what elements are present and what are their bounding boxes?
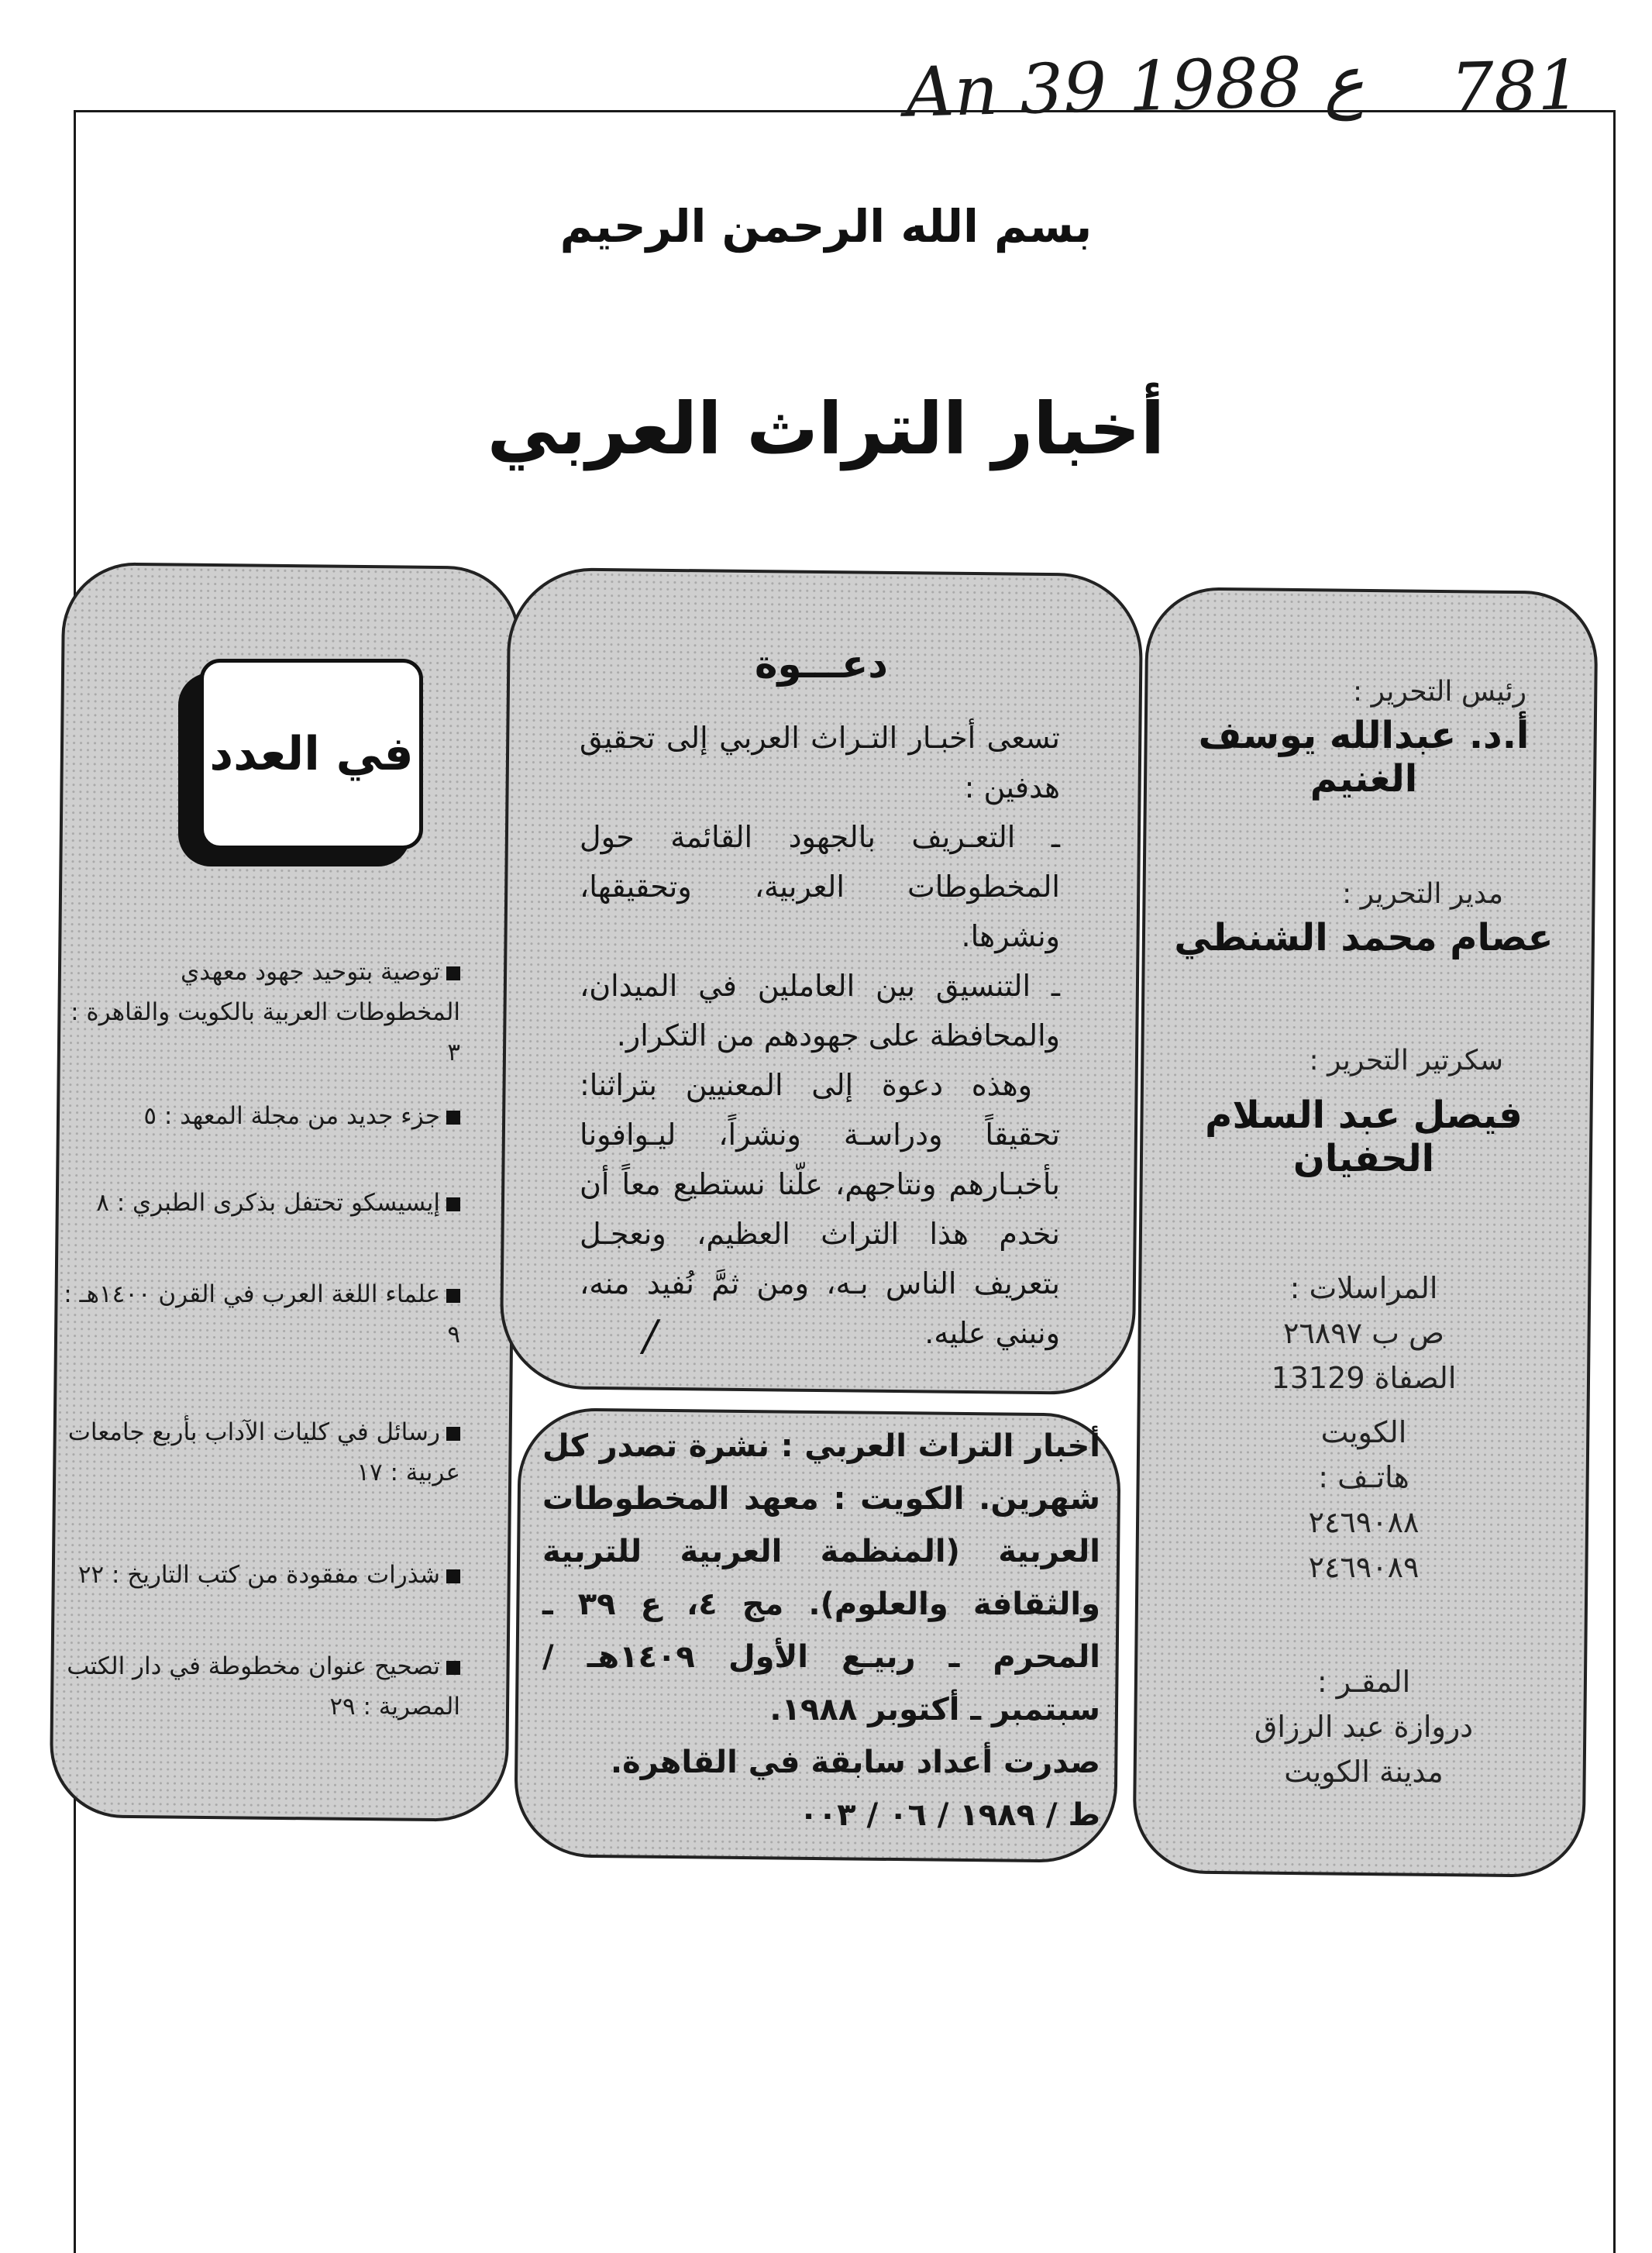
list-item: تصحيح عنوان مخطوطة في دار الكتب المصرية : ٢٩ xyxy=(67,1652,460,1721)
publication-statement: أخبار التراث العربي : نشرة تصدر كل شهرين. الكويت : معهد المخطوطات العربية (المنظمة العربية للتربية والثقافة والعلوم). مج ٤، ع ٣٩ ـ المحرم ـ ربيـع الأول ١٤٠٩هـ / سبتمبر ـ أكتوبر ١٩٨٨. xyxy=(542,1428,1100,1728)
publication-note: صدرت أعداد سابقة في القاهرة. xyxy=(610,1745,1100,1780)
contents-title: في العدد xyxy=(200,659,423,849)
publication-code: ط / ١٩٨٩ / ٠٦ / ٠٠٣ xyxy=(799,1797,1100,1833)
secretary: فيصل عبد السلام الحفيان xyxy=(1205,1094,1523,1180)
page-title: أخبار التراث العربي xyxy=(487,388,1165,470)
staff-list xyxy=(1147,676,1581,1794)
list-item: شذرات مفقودة من كتب التاريخ : ٢٢ xyxy=(57,1555,460,1595)
invitation-paragraph: وهذه دعوة إلى المعنيين بتراثنا: تحقيقاً ودراسـة ونشراً، ليـوافونا بأخبـارهم ونتاجهم، علّنا نستطيع معاً أن نخدم هذا التراث العظيم، ونعجـل بتعريف الناس بـه، ومن ثمَّ نُفيد منه، ونبني عليه. xyxy=(580,1068,1060,1350)
phone-number: ٢٤٦٩٠٨٩ xyxy=(1308,1550,1420,1584)
square-bullet-icon xyxy=(446,966,460,980)
editor-in-chief: أ.د. عبدالله يوسف الغنيم xyxy=(1198,714,1530,801)
list-item: إيسيسكو تحتفل بذكرى الطبري : ٨ xyxy=(57,1183,460,1223)
managing-editor-label: مدير التحرير : xyxy=(1342,878,1503,910)
headquarters-address: دروازة عبد الرزاق xyxy=(1254,1710,1474,1744)
headquarters-label: المقـر : xyxy=(1316,1665,1411,1699)
publication-info xyxy=(542,1420,1100,1841)
contents-badge xyxy=(178,659,423,866)
square-bullet-icon xyxy=(446,1427,460,1441)
secretary-label: سكرتير التحرير : xyxy=(1309,1045,1503,1077)
list-item: رسائل في كليات الآداب بأربع جامعات عربية : ١٧ xyxy=(67,1418,460,1486)
country: الكويت xyxy=(1320,1415,1407,1449)
managing-editor: عصام محمد الشنطي xyxy=(1174,916,1554,959)
square-bullet-icon xyxy=(446,1111,460,1125)
invitation-title: دعـــوة xyxy=(755,642,888,687)
handwritten-reference: An 39 ع 1988 xyxy=(903,40,1365,133)
basmala: بسم الله الرحمن الرحيم xyxy=(559,200,1093,253)
square-bullet-icon xyxy=(446,1661,460,1675)
square-bullet-icon xyxy=(446,1289,460,1303)
list-item: علماء اللغة العرب في القرن ١٤٠٠هـ : ٩ xyxy=(64,1280,460,1349)
list-item: جزء جديد من مجلة المعهد : ٥ xyxy=(57,1096,460,1136)
po-box: ص ب ٢٦٨٩٧ xyxy=(1283,1316,1444,1350)
postal-code: الصفاة 13129 xyxy=(1271,1361,1457,1395)
correspondence-label: المراسلات : xyxy=(1289,1271,1438,1305)
list-item: توصية بتوحيد جهود معهدي المخطوطات العربية بالكويت والقاهرة : ٣ xyxy=(71,958,460,1066)
pen-mark: / xyxy=(643,1311,658,1360)
phone-label: هاتـف : xyxy=(1318,1460,1409,1494)
square-bullet-icon xyxy=(446,1569,460,1583)
invitation-paragraph: تسعى أخبـار التـراث العربي إلى تحقيق هدفين : xyxy=(580,721,1060,804)
headquarters-city: مدينة الكويت xyxy=(1284,1755,1444,1789)
editor-in-chief-label: رئيس التحرير : xyxy=(1353,676,1526,708)
invitation-paragraph: ـ التنسيق بين العاملين في الميدان، والمحافظة على جهودهم من التكرار. xyxy=(580,969,1060,1052)
phone-number: ٢٤٦٩٠٨٨ xyxy=(1308,1505,1420,1539)
invitation-body xyxy=(580,713,1060,1358)
square-bullet-icon xyxy=(446,1197,460,1211)
invitation-paragraph: ـ التعـريف بالجهود القائمة حول المخطوطات العربية، وتحقيقها، ونشرها. xyxy=(580,820,1060,953)
handwritten-page-number: 781 xyxy=(1449,44,1582,129)
